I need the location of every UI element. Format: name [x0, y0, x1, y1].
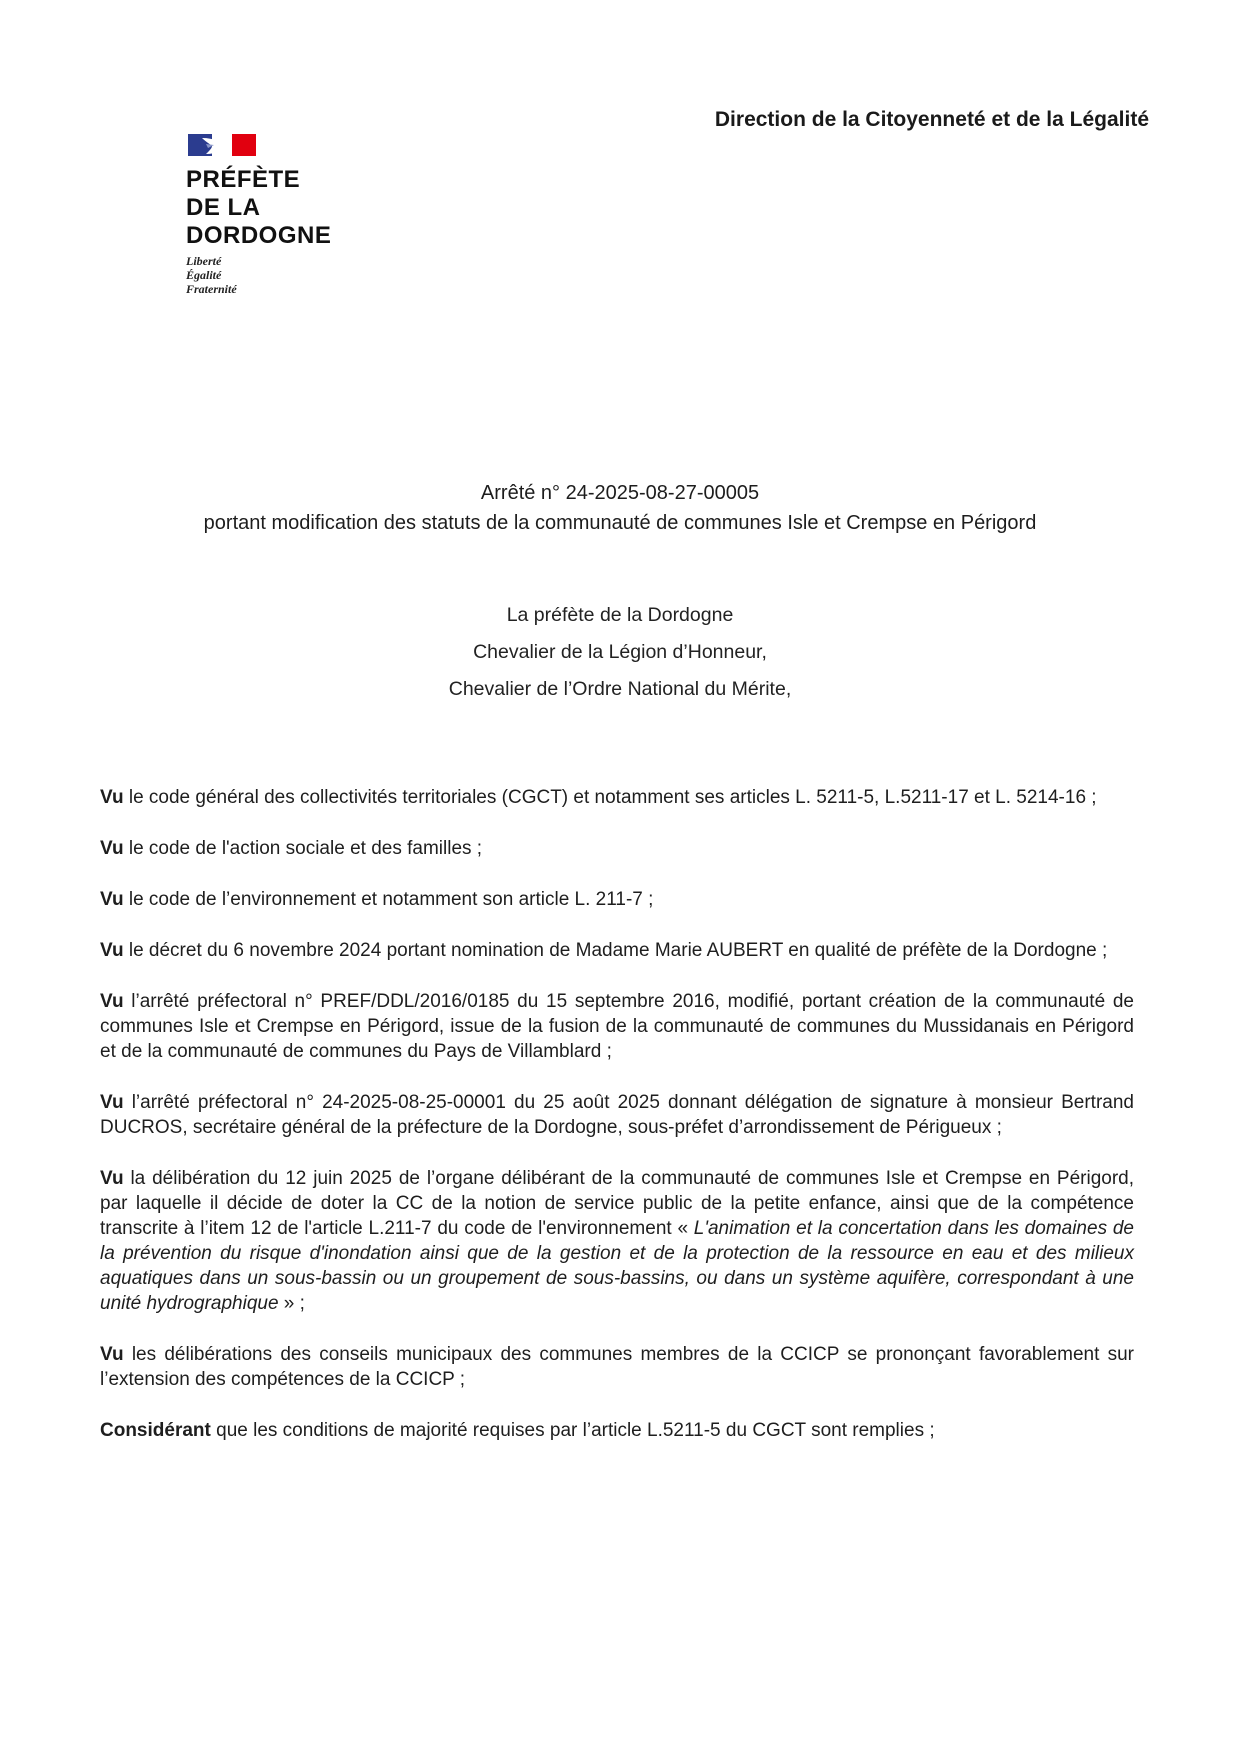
visa-paragraph	[100, 836, 1134, 861]
prefecture-logo-text	[186, 166, 331, 250]
visa-quoted-competence: L'animation et la concertation dans les domaines de la prévention du risque d'inondation ainsi que de la gestion et de la protection de la ressource en eau et des milieux aquatiques dans un sous-bassin ou un groupement de sous-bassins, ou dans un système aquifère, correspondant à une unité hydrographique	[100, 1218, 1134, 1314]
visa-keyword: Vu	[100, 889, 124, 910]
logo-line: PRÉFÈTE	[186, 166, 301, 193]
logo-line: DORDOGNE	[186, 222, 332, 249]
visa-paragraph	[100, 887, 1134, 912]
visa-paragraph	[100, 1090, 1134, 1140]
marianne-logo-icon	[188, 132, 256, 158]
visa-text-after: » ;	[278, 1293, 305, 1314]
visa-text: le code de l’environnement et notamment son article L. 211-7 ;	[123, 889, 654, 910]
logo-line: DE LA	[186, 194, 261, 221]
visa-paragraph	[100, 938, 1134, 963]
visa-text: les délibérations des conseils municipaux des communes membres de la CCICP se prononçant favorablement sur l’extension des compétences de la CCICP ;	[100, 1344, 1134, 1390]
motto-line: Égalité	[186, 268, 222, 282]
arrete-subject: portant modification des statuts de la communauté de communes Isle et Crempse en Périgord	[203, 512, 1037, 534]
visa-text: l’arrêté préfectoral n° PREF/DDL/2016/0185 du 15 septembre 2016, modifié, portant création de la communauté de communes Isle et Crempse en Périgord, issue de la fusion de la communauté de communes du Mussidanais en Périgord et de la communauté de communes du Pays de Villamblard ;	[100, 991, 1134, 1062]
visa-keyword: Vu	[100, 991, 124, 1012]
preamble-line: Chevalier de la Légion d’Honneur,	[473, 641, 767, 663]
preamble-line: La préfète de la Dordogne	[506, 604, 734, 626]
preamble-line: Chevalier de l’Ordre National du Mérite,	[448, 678, 792, 700]
visa-text: l’arrêté préfectoral n° 24-2025-08-25-00001 du 25 août 2025 donnant délégation de signature à monsieur Bertrand DUCROS, secrétaire général de la préfecture de la Dordogne, sous-préfet d’arrondissement de Périgueux ;	[100, 1092, 1134, 1138]
motto-line: Fraternité	[186, 282, 237, 296]
arrete-number: Arrêté n° 24-2025-08-27-00005	[480, 482, 760, 504]
considerant-keyword: Considérant	[100, 1420, 211, 1441]
visa-text: le code de l'action sociale et des familles ;	[123, 838, 483, 859]
visa-paragraph	[100, 989, 1134, 1064]
visa-text: le décret du 6 novembre 2024 portant nomination de Madame Marie AUBERT en qualité de préfète de la Dordogne ;	[123, 940, 1108, 961]
motto-line: Liberté	[186, 254, 222, 268]
visa-keyword: Vu	[100, 787, 124, 808]
visa-text: la délibération du 12 juin 2025 de l’organe délibérant de la communauté de communes Isle et Crempse en Périgord, par laquelle il décide de doter la CC de la notion de service public de la petite enfance, ainsi que de la compétence transcrite à l’item 12 de l'article L.211-7 du code de l'environnement «	[100, 1168, 1134, 1239]
considerant-text: que les conditions de majorité requises par l’article L.5211-5 du CGCT sont remplies ;	[210, 1420, 935, 1441]
considerant-paragraph	[100, 1418, 1134, 1443]
visa-paragraph	[100, 1342, 1134, 1392]
visa-keyword: Vu	[100, 940, 124, 961]
visa-keyword: Vu	[100, 1344, 124, 1365]
visas-section	[100, 785, 1134, 1469]
visa-keyword: Vu	[100, 1092, 124, 1113]
visa-keyword: Vu	[100, 838, 124, 859]
visa-paragraph	[100, 1166, 1134, 1316]
issuing-directorate: Direction de la Citoyenneté et de la Légalité	[714, 108, 1149, 131]
visa-keyword: Vu	[100, 1168, 124, 1189]
visa-paragraph	[100, 785, 1134, 810]
signatory-preamble	[60, 597, 1180, 708]
republic-motto	[186, 254, 237, 296]
visa-text: le code général des collectivités territoriales (CGCT) et notamment ses articles L. 5211-5, L.5211-17 et L. 5214-16 ;	[123, 787, 1097, 808]
document-title	[60, 478, 1180, 538]
